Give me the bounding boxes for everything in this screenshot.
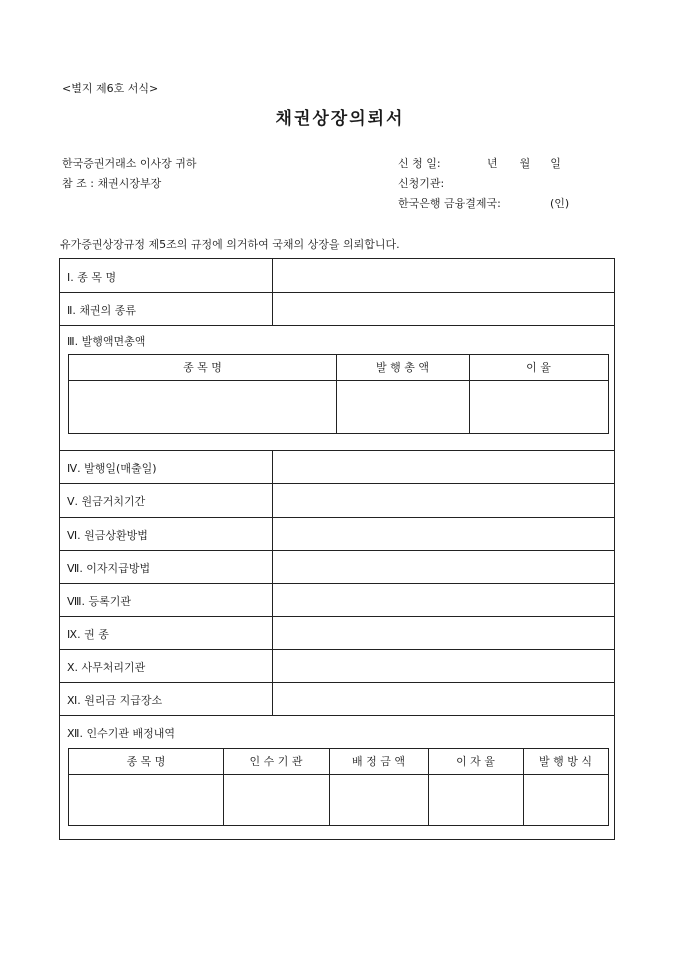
- column-header-issue-name: 종 목 명: [183, 361, 222, 374]
- label-repayment-method: Ⅵ. 원금상환방법: [67, 529, 148, 542]
- underwriter-allocation-table: [68, 748, 609, 826]
- label-denomination: Ⅸ. 권 종: [67, 628, 109, 641]
- column-header-issue-method: 발 행 방 식: [539, 755, 592, 768]
- label-administrator: Ⅹ. 사무처리기관: [67, 661, 146, 674]
- request-date-label: 신 청 일:: [398, 157, 441, 170]
- column-header-allocation-amount: 배 정 금 액: [352, 755, 405, 768]
- application-form-table: [59, 258, 615, 840]
- column-header-underwriter: 인 수 기 관: [249, 755, 303, 768]
- cell-issue-name[interactable]: [69, 774, 223, 825]
- cell-issue-method[interactable]: [523, 774, 608, 825]
- label-underwriter-allocation: Ⅻ. 인수기관 배정내역: [67, 727, 175, 740]
- cell-issue-name[interactable]: [69, 380, 336, 433]
- cell-total-amount[interactable]: [336, 380, 469, 433]
- column-header-interest-rate: 이 자 율: [456, 755, 495, 768]
- row-divider: [60, 325, 614, 326]
- label-bond-type: Ⅱ. 채권의 종류: [67, 304, 137, 317]
- value-interest-payment[interactable]: [274, 550, 614, 583]
- addressee: 한국증권거래소 이사장 귀하: [62, 157, 197, 170]
- value-payment-place[interactable]: [274, 682, 614, 715]
- value-denomination[interactable]: [274, 616, 614, 649]
- value-repayment-method[interactable]: [274, 517, 614, 550]
- cell-interest-rate[interactable]: [469, 380, 608, 433]
- cell-allocation-amount[interactable]: [329, 774, 428, 825]
- reference-line: 참 조 : 채권시장부장: [62, 177, 162, 190]
- cell-underwriter[interactable]: [223, 774, 329, 825]
- request-date-field[interactable]: [487, 155, 561, 171]
- column-header-issue-name: 종 목 명: [126, 755, 166, 768]
- bank-label: 한국은행 금융결제국:: [398, 197, 501, 210]
- label-payment-place: Ⅺ. 원리금 지급장소: [67, 694, 163, 707]
- date-month-label: 월: [519, 157, 531, 170]
- label-issue-date: Ⅳ. 발행일(매출일): [67, 462, 157, 475]
- document-title: 채권상장의뢰서: [275, 109, 405, 129]
- issue-amount-table: [68, 354, 609, 434]
- date-day-label: 일: [550, 157, 561, 170]
- value-registrar[interactable]: [274, 583, 614, 616]
- label-registrar: Ⅷ. 등록기관: [67, 595, 131, 608]
- form-number: <별지 제6호 서식>: [62, 82, 159, 95]
- applicant-label: 신청기관:: [398, 177, 445, 190]
- row-divider: [60, 715, 614, 716]
- value-bond-type[interactable]: [274, 292, 614, 325]
- column-header-total-amount: 발 행 총 액: [376, 361, 429, 374]
- label-grace-period: Ⅴ. 원금거치기간: [67, 495, 146, 508]
- intro-text: 유가증권상장규정 제5조의 규정에 의거하여 국채의 상장을 의뢰합니다.: [60, 238, 400, 251]
- cell-interest-rate[interactable]: [428, 774, 523, 825]
- value-issue-name[interactable]: [274, 259, 614, 292]
- date-year-label: 년: [487, 157, 498, 170]
- column-header-interest-rate: 이 율: [526, 361, 551, 374]
- label-total-face-amount: Ⅲ. 발행액면총액: [67, 335, 146, 348]
- value-issue-date[interactable]: [274, 450, 614, 483]
- value-administrator[interactable]: [274, 649, 614, 682]
- seal-mark: (인): [550, 197, 570, 210]
- label-interest-payment: Ⅶ. 이자지급방법: [67, 562, 151, 575]
- value-grace-period[interactable]: [274, 483, 614, 517]
- label-issue-name: Ⅰ. 종 목 명: [67, 271, 117, 284]
